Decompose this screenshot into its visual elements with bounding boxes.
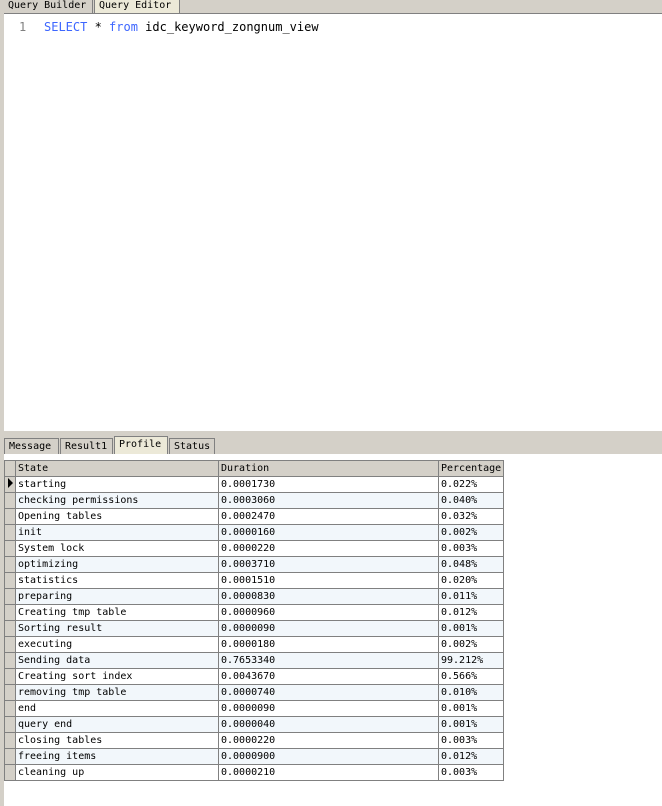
row-indicator[interactable]: [5, 509, 16, 525]
row-indicator[interactable]: [5, 605, 16, 621]
cell-state[interactable]: Sorting result: [16, 621, 219, 637]
cell-duration[interactable]: 0.0000960: [219, 605, 439, 621]
table-row[interactable]: [5, 477, 504, 493]
cell-state[interactable]: preparing: [16, 589, 219, 605]
query-tab-bar: [0, 0, 662, 13]
cell-percentage[interactable]: 0.020%: [439, 573, 504, 589]
row-indicator[interactable]: [5, 765, 16, 781]
cell-state[interactable]: System lock: [16, 541, 219, 557]
row-indicator[interactable]: [5, 573, 16, 589]
cell-state[interactable]: removing tmp table: [16, 685, 219, 701]
cell-percentage[interactable]: 0.003%: [439, 541, 504, 557]
row-indicator[interactable]: [5, 717, 16, 733]
cell-percentage[interactable]: 0.002%: [439, 637, 504, 653]
cell-percentage[interactable]: 0.022%: [439, 477, 504, 493]
sql-table-name: idc_keyword_zongnum_view: [137, 20, 319, 34]
cell-duration[interactable]: 0.0000210: [219, 765, 439, 781]
cell-percentage[interactable]: 0.032%: [439, 509, 504, 525]
row-indicator[interactable]: [5, 541, 16, 557]
table-row[interactable]: [5, 685, 504, 701]
cell-percentage[interactable]: 0.010%: [439, 685, 504, 701]
cell-state[interactable]: closing tables: [16, 733, 219, 749]
sql-code-line[interactable]: [44, 20, 319, 34]
table-row[interactable]: [5, 621, 504, 637]
cell-state[interactable]: Creating tmp table: [16, 605, 219, 621]
cell-percentage[interactable]: 0.003%: [439, 765, 504, 781]
table-row[interactable]: [5, 573, 504, 589]
tab-status[interactable]: Status: [169, 438, 215, 454]
cell-state[interactable]: freeing items: [16, 749, 219, 765]
cell-state[interactable]: executing: [16, 637, 219, 653]
cell-duration[interactable]: 0.0000740: [219, 685, 439, 701]
table-row[interactable]: [5, 669, 504, 685]
row-indicator[interactable]: [5, 493, 16, 509]
profile-table: [4, 460, 504, 781]
sql-star: *: [87, 20, 110, 34]
cell-duration[interactable]: 0.0000090: [219, 701, 439, 717]
row-indicator-header: [5, 461, 16, 477]
cell-percentage[interactable]: 0.002%: [439, 525, 504, 541]
table-row[interactable]: [5, 493, 504, 509]
row-indicator[interactable]: [5, 749, 16, 765]
tab-message[interactable]: Message: [4, 438, 59, 454]
table-row[interactable]: [5, 605, 504, 621]
column-header-state[interactable]: State: [16, 461, 219, 477]
row-indicator[interactable]: [5, 589, 16, 605]
table-row[interactable]: [5, 749, 504, 765]
tab-profile[interactable]: Profile: [114, 436, 168, 454]
row-indicator[interactable]: [5, 701, 16, 717]
table-row[interactable]: [5, 765, 504, 781]
cell-percentage[interactable]: 0.566%: [439, 669, 504, 685]
cell-duration[interactable]: 0.0003710: [219, 557, 439, 573]
cell-percentage[interactable]: 99.212%: [439, 653, 504, 669]
table-row[interactable]: [5, 717, 504, 733]
sql-keyword-select: SELECT: [44, 20, 88, 34]
table-row[interactable]: [5, 541, 504, 557]
cell-percentage[interactable]: 0.011%: [439, 589, 504, 605]
table-header-row: [5, 461, 504, 477]
table-row[interactable]: [5, 557, 504, 573]
cell-duration[interactable]: 0.0000090: [219, 621, 439, 637]
cell-percentage[interactable]: 0.001%: [439, 717, 504, 733]
sql-editor[interactable]: [4, 13, 662, 432]
cell-duration[interactable]: 0.0000900: [219, 749, 439, 765]
cell-duration[interactable]: 0.0000160: [219, 525, 439, 541]
cell-duration[interactable]: 0.0000040: [219, 717, 439, 733]
cell-percentage[interactable]: 0.012%: [439, 605, 504, 621]
cell-state[interactable]: Creating sort index: [16, 669, 219, 685]
cell-percentage[interactable]: 0.040%: [439, 493, 504, 509]
tab-result1[interactable]: Result1: [60, 438, 113, 454]
row-indicator[interactable]: [5, 685, 16, 701]
column-header-percentage[interactable]: Percentage: [439, 461, 504, 477]
row-indicator[interactable]: [5, 525, 16, 541]
cell-state[interactable]: statistics: [16, 573, 219, 589]
cell-percentage[interactable]: 0.048%: [439, 557, 504, 573]
table-row[interactable]: [5, 701, 504, 717]
row-indicator[interactable]: [5, 477, 16, 493]
cell-duration[interactable]: 0.0002470: [219, 509, 439, 525]
table-row[interactable]: [5, 637, 504, 653]
current-row-arrow-icon: [8, 478, 13, 488]
table-row[interactable]: [5, 525, 504, 541]
row-indicator[interactable]: [5, 669, 16, 685]
cell-duration[interactable]: 0.7653340: [219, 653, 439, 669]
cell-duration[interactable]: 0.0043670: [219, 669, 439, 685]
cell-duration[interactable]: 0.0003060: [219, 493, 439, 509]
sql-keyword-from: from: [109, 20, 138, 34]
table-row[interactable]: [5, 653, 504, 669]
tab-query-editor[interactable]: Query Editor: [94, 0, 180, 13]
cell-state[interactable]: optimizing: [16, 557, 219, 573]
row-indicator[interactable]: [5, 621, 16, 637]
line-number: 1: [19, 20, 27, 34]
cell-state[interactable]: query end: [16, 717, 219, 733]
cell-state[interactable]: end: [16, 701, 219, 717]
cell-duration[interactable]: 0.0000830: [219, 589, 439, 605]
cell-percentage[interactable]: 0.001%: [439, 701, 504, 717]
cell-state[interactable]: Opening tables: [16, 509, 219, 525]
column-header-duration[interactable]: Duration: [219, 461, 439, 477]
table-row[interactable]: [5, 589, 504, 605]
row-indicator[interactable]: [5, 653, 16, 669]
tab-query-builder[interactable]: Query Builder: [4, 0, 93, 13]
cell-duration[interactable]: 0.0000220: [219, 733, 439, 749]
cell-duration[interactable]: 0.0001730: [219, 477, 439, 493]
profile-grid-area: [4, 454, 662, 806]
cell-duration[interactable]: 0.0000220: [219, 541, 439, 557]
cell-percentage[interactable]: 0.012%: [439, 749, 504, 765]
row-indicator[interactable]: [5, 637, 16, 653]
row-indicator[interactable]: [5, 557, 16, 573]
row-indicator[interactable]: [5, 733, 16, 749]
pane-splitter[interactable]: [0, 431, 662, 435]
cell-state[interactable]: cleaning up: [16, 765, 219, 781]
cell-state[interactable]: checking permissions: [16, 493, 219, 509]
cell-state[interactable]: Sending data: [16, 653, 219, 669]
table-row[interactable]: [5, 509, 504, 525]
cell-duration[interactable]: 0.0001510: [219, 573, 439, 589]
cell-state[interactable]: starting: [16, 477, 219, 493]
table-row[interactable]: [5, 733, 504, 749]
cell-duration[interactable]: 0.0000180: [219, 637, 439, 653]
cell-percentage[interactable]: 0.001%: [439, 621, 504, 637]
cell-percentage[interactable]: 0.003%: [439, 733, 504, 749]
cell-state[interactable]: init: [16, 525, 219, 541]
